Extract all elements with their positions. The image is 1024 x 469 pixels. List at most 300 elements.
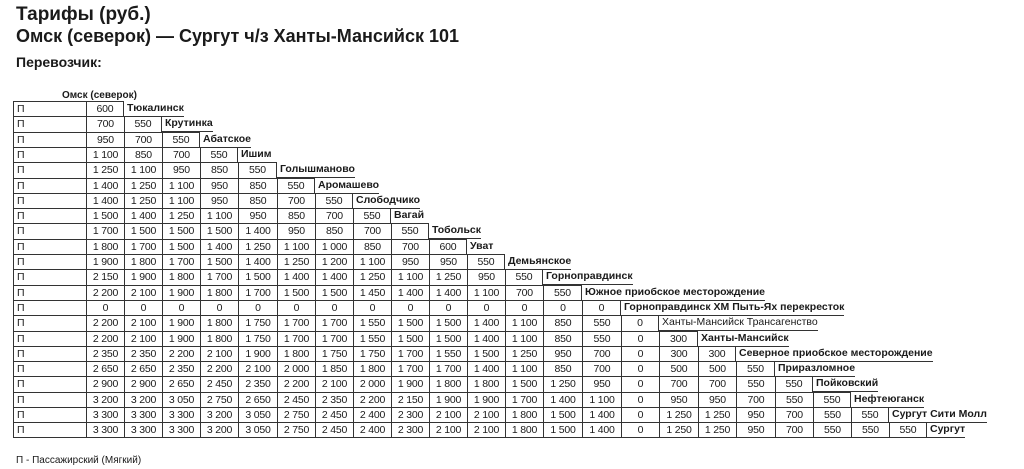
fare-cell: 0 — [86, 300, 124, 316]
fare-cell: 1 550 — [429, 346, 467, 362]
carriage-type-cell: П — [13, 116, 86, 132]
fare-cell: 1 100 — [505, 315, 543, 331]
fare-cell: 0 — [621, 331, 659, 347]
fare-cell: 0 — [505, 300, 543, 316]
fare-cell: 1 500 — [162, 239, 200, 255]
fare-cell: 1 500 — [86, 208, 124, 224]
fare-cell: 3 300 — [162, 422, 200, 438]
fare-cell: 2 350 — [238, 376, 277, 392]
carriage-type-cell: П — [13, 361, 86, 377]
fare-cell: 1 100 — [162, 178, 200, 194]
carriage-type-cell: П — [13, 223, 86, 239]
fare-cell: 3 050 — [162, 392, 200, 408]
fare-cell: 550 — [851, 422, 889, 438]
fare-cell: 1 700 — [315, 331, 353, 347]
fare-cell: 550 — [775, 392, 813, 408]
fare-cell: 1 800 — [86, 239, 124, 255]
fare-cell: 3 050 — [238, 407, 277, 423]
fare-cell: 550 — [736, 376, 775, 392]
carriage-type-cell: П — [13, 132, 86, 148]
fare-cell: 1 500 — [467, 346, 505, 362]
fare-cell: 0 — [621, 392, 659, 408]
fare-cell: 2 100 — [429, 422, 467, 438]
fare-cell: 1 700 — [277, 315, 315, 331]
fare-cell: 700 — [162, 147, 200, 163]
fare-cell: 700 — [86, 116, 124, 132]
fare-cell: 1 800 — [505, 422, 543, 438]
fare-cell: 850 — [277, 208, 315, 224]
fare-cell: 1 900 — [162, 331, 200, 347]
fare-cell: 550 — [124, 116, 162, 132]
fare-cell: 850 — [238, 178, 277, 194]
station-name: Сургут — [930, 423, 966, 435]
fare-cell: 950 — [200, 193, 238, 209]
fare-cell: 0 — [621, 361, 659, 377]
carriage-type-cell: П — [13, 269, 86, 285]
station-name: Приразломное — [778, 362, 856, 374]
fare-cell: 700 — [775, 422, 813, 438]
fare-cell: 0 — [200, 300, 238, 316]
fare-cell: 850 — [543, 331, 582, 347]
fare-cell: 550 — [467, 254, 505, 270]
carriage-type-cell: П — [13, 101, 86, 117]
carriage-type-cell: П — [13, 407, 86, 423]
fare-cell: 1 400 — [238, 223, 277, 239]
fare-cell: 1 250 — [543, 376, 582, 392]
fare-cell: 1 100 — [505, 331, 543, 347]
fare-cell: 1 900 — [162, 315, 200, 331]
fare-cell: 550 — [813, 422, 851, 438]
station-name: Северное приобское месторождение — [739, 347, 933, 359]
fare-cell: 0 — [467, 300, 505, 316]
fare-cell: 1 400 — [582, 422, 621, 438]
fare-cell: 1 250 — [124, 178, 162, 194]
fare-cell: 850 — [543, 361, 582, 377]
fare-cell: 2 150 — [391, 392, 429, 408]
fare-cell: 700 — [353, 223, 391, 239]
fare-cell: 1 400 — [467, 331, 505, 347]
fare-cell: 1 400 — [238, 254, 277, 270]
fare-cell: 1 550 — [353, 315, 391, 331]
carriage-type-cell: П — [13, 162, 86, 178]
fare-cell: 1 400 — [277, 269, 315, 285]
fare-cell: 0 — [162, 300, 200, 316]
fare-cell: 550 — [813, 392, 851, 408]
fare-cell: 2 000 — [277, 361, 315, 377]
fare-cell: 0 — [621, 346, 659, 362]
fare-cell: 1 750 — [315, 346, 353, 362]
fare-cell: 950 — [736, 407, 775, 423]
fare-cell: 550 — [200, 147, 238, 163]
fare-cell: 0 — [391, 300, 429, 316]
fare-cell: 0 — [621, 315, 659, 331]
fare-cell: 3 300 — [86, 422, 124, 438]
fare-cell: 300 — [659, 346, 698, 362]
fare-cell: 700 — [775, 407, 813, 423]
fare-cell: 950 — [736, 422, 775, 438]
fare-cell: 2 100 — [429, 407, 467, 423]
fare-cell: 1 500 — [200, 254, 238, 270]
fare-cell: 1 250 — [86, 162, 124, 178]
fare-cell: 2 750 — [200, 392, 238, 408]
station-name: Пойковский — [816, 377, 879, 389]
carriage-type-cell: П — [13, 315, 86, 331]
fare-cell: 1 250 — [353, 269, 391, 285]
fare-cell: 300 — [659, 331, 698, 347]
fare-cell: 1 850 — [315, 361, 353, 377]
fare-cell: 1 800 — [467, 376, 505, 392]
fare-cell: 700 — [659, 376, 698, 392]
carriage-type-cell: П — [13, 346, 86, 362]
fare-cell: 1 700 — [391, 346, 429, 362]
fare-cell: 550 — [162, 132, 200, 148]
station-name: Ишим — [241, 148, 272, 160]
fare-cell: 1 900 — [86, 254, 124, 270]
station-name: Тюкалинск — [127, 102, 184, 114]
fare-cell: 1 800 — [200, 315, 238, 331]
fare-cell: 700 — [505, 285, 543, 301]
fare-cell: 2 100 — [124, 331, 162, 347]
fare-cell: 700 — [277, 193, 315, 209]
carriage-type-cell: П — [13, 239, 86, 255]
fare-cell: 1 900 — [124, 269, 162, 285]
station-name: Абатское — [203, 133, 251, 145]
fare-cell: 1 500 — [124, 223, 162, 239]
fare-cell: 1 800 — [353, 361, 391, 377]
fare-cell: 2 300 — [391, 407, 429, 423]
fare-cell: 0 — [277, 300, 315, 316]
fare-cell: 1 400 — [200, 239, 238, 255]
fare-cell: 1 500 — [277, 285, 315, 301]
carriage-type-cell: П — [13, 254, 86, 270]
fare-cell: 2 900 — [86, 376, 124, 392]
station-name: Аромашево — [318, 179, 380, 191]
fare-cell: 2 750 — [277, 407, 315, 423]
carriage-type-cell: П — [13, 193, 86, 209]
fare-cell: 2 100 — [124, 315, 162, 331]
carriage-type-cell: П — [13, 300, 86, 316]
fare-cell: 1 700 — [200, 269, 238, 285]
fare-cell: 1 250 — [659, 407, 698, 423]
fare-cell: 1 900 — [162, 285, 200, 301]
fare-cell: 850 — [315, 223, 353, 239]
fare-cell: 1 500 — [543, 422, 582, 438]
fare-cell: 1 500 — [238, 269, 277, 285]
fare-cell: 1 400 — [86, 178, 124, 194]
fare-cell: 3 300 — [86, 407, 124, 423]
station-name: Южное приобское месторождение — [585, 286, 766, 298]
carriage-type-cell: П — [13, 422, 86, 438]
fare-cell: 3 200 — [124, 392, 162, 408]
carriage-type-cell: П — [13, 147, 86, 163]
fare-cell: 1 700 — [124, 239, 162, 255]
fare-cell: 1 100 — [582, 392, 621, 408]
fare-cell: 700 — [736, 392, 775, 408]
fare-cell: 550 — [543, 285, 582, 301]
fare-cell: 1 000 — [315, 239, 353, 255]
fare-cell: 2 750 — [277, 422, 315, 438]
carriage-type-cell: П — [13, 376, 86, 392]
fare-cell: 1 400 — [582, 407, 621, 423]
fare-cell: 550 — [277, 178, 315, 194]
fare-cell: 950 — [238, 208, 277, 224]
fare-cell: 550 — [238, 162, 277, 178]
fare-cell: 1 500 — [391, 331, 429, 347]
fare-cell: 1 700 — [162, 254, 200, 270]
fare-cell: 2 650 — [86, 361, 124, 377]
fare-cell: 1 800 — [505, 407, 543, 423]
fare-cell: 1 400 — [124, 208, 162, 224]
fare-cell: 550 — [813, 407, 851, 423]
fare-cell: 1 500 — [429, 331, 467, 347]
fare-cell: 850 — [238, 193, 277, 209]
fare-cell: 550 — [582, 331, 621, 347]
fare-cell: 1 900 — [467, 392, 505, 408]
fare-cell: 2 650 — [124, 361, 162, 377]
fare-cell: 700 — [315, 208, 353, 224]
fare-cell: 2 200 — [353, 392, 391, 408]
fare-cell: 950 — [543, 346, 582, 362]
fare-cell: 850 — [200, 162, 238, 178]
fare-cell: 1 800 — [200, 285, 238, 301]
fare-cell: 1 800 — [429, 376, 467, 392]
fare-cell: 1 100 — [162, 193, 200, 209]
fare-cell: 1 250 — [505, 346, 543, 362]
station-name: Голышманово — [280, 163, 355, 175]
fare-cell: 550 — [582, 315, 621, 331]
fare-cell: 2 150 — [86, 269, 124, 285]
fare-cell: 1 400 — [391, 285, 429, 301]
fare-cell: 0 — [621, 376, 659, 392]
fare-cell: 0 — [238, 300, 277, 316]
fare-cell: 2 300 — [391, 422, 429, 438]
carriage-type-cell: П — [13, 331, 86, 347]
station-name: Тобольск — [432, 224, 482, 236]
fare-cell: 2 400 — [353, 407, 391, 423]
fare-cell: 1 750 — [238, 331, 277, 347]
fare-cell: 550 — [889, 422, 927, 438]
fare-table — [13, 101, 1013, 437]
fare-cell: 1 700 — [429, 361, 467, 377]
station-name: Горноправдинск — [546, 270, 633, 282]
station-name: Уват — [470, 240, 494, 252]
fare-cell: 700 — [124, 132, 162, 148]
fare-cell: 2 450 — [277, 392, 315, 408]
fare-cell: 550 — [315, 193, 353, 209]
carriage-type-cell: П — [13, 392, 86, 408]
fare-cell: 2 000 — [353, 376, 391, 392]
fare-cell: 2 100 — [124, 285, 162, 301]
fare-cell: 1 250 — [659, 422, 698, 438]
fare-cell: 2 400 — [353, 422, 391, 438]
fare-cell: 950 — [86, 132, 124, 148]
carrier-label: Перевозчик: — [16, 54, 102, 70]
fare-cell: 1 100 — [505, 361, 543, 377]
station-name: Крутинка — [165, 117, 213, 129]
fare-cell: 0 — [621, 422, 659, 438]
fare-cell: 2 350 — [315, 392, 353, 408]
fare-cell: 700 — [391, 239, 429, 255]
fare-cell: 850 — [124, 147, 162, 163]
fare-cell: 1 750 — [353, 346, 391, 362]
fare-cell: 3 050 — [238, 422, 277, 438]
fare-cell: 0 — [124, 300, 162, 316]
fare-cell: 550 — [736, 361, 775, 377]
fare-cell: 2 100 — [238, 361, 277, 377]
fare-cell: 2 100 — [467, 422, 505, 438]
legend-note: П - Пассажирский (Мягкий) — [16, 455, 142, 466]
fare-cell: 600 — [429, 239, 467, 255]
fare-cell: 2 350 — [124, 346, 162, 362]
fare-cell: 1 400 — [467, 361, 505, 377]
fare-cell: 1 500 — [543, 407, 582, 423]
fare-cell: 1 800 — [162, 269, 200, 285]
fare-cell: 1 400 — [86, 193, 124, 209]
fare-cell: 700 — [582, 346, 621, 362]
fare-cell: 0 — [353, 300, 391, 316]
carriage-type-cell: П — [13, 178, 86, 194]
fare-cell: 950 — [429, 254, 467, 270]
fare-cell: 2 650 — [162, 376, 200, 392]
fare-cell: 3 200 — [200, 422, 238, 438]
fare-cell: 1 700 — [391, 361, 429, 377]
fare-cell: 950 — [162, 162, 200, 178]
fare-cell: 950 — [698, 392, 736, 408]
fare-cell: 1 100 — [86, 147, 124, 163]
fare-cell: 1 400 — [315, 269, 353, 285]
fare-cell: 1 400 — [543, 392, 582, 408]
fare-cell: 2 450 — [315, 407, 353, 423]
fare-cell: 1 250 — [698, 407, 736, 423]
fare-cell: 1 500 — [505, 376, 543, 392]
fare-cell: 1 800 — [277, 346, 315, 362]
fare-cell: 1 200 — [315, 254, 353, 270]
fare-cell: 2 200 — [86, 315, 124, 331]
fare-cell: 550 — [505, 269, 543, 285]
fare-cell: 1 800 — [124, 254, 162, 270]
station-name: Нефтеюганск — [854, 393, 925, 405]
fare-cell: 700 — [698, 376, 736, 392]
fare-cell: 2 200 — [162, 346, 200, 362]
fare-cell: 1 750 — [238, 315, 277, 331]
station-name: Сургут Сити Молл — [892, 408, 987, 420]
fare-cell: 2 100 — [200, 346, 238, 362]
fare-cell: 1 450 — [353, 285, 391, 301]
fare-cell: 2 100 — [315, 376, 353, 392]
fare-cell: 2 650 — [238, 392, 277, 408]
origin-station: Омск (северок) — [62, 90, 137, 101]
fare-cell: 3 300 — [162, 407, 200, 423]
fare-cell: 1 250 — [698, 422, 736, 438]
fare-cell: 850 — [353, 239, 391, 255]
fare-cell: 950 — [277, 223, 315, 239]
fare-cell: 2 200 — [200, 361, 238, 377]
station-underline — [927, 437, 965, 438]
route-title: Омск (северок) — Сургут ч/з Ханты-Мансийск 101 — [16, 26, 460, 46]
fare-cell: 1 700 — [277, 331, 315, 347]
fare-cell: 1 700 — [315, 315, 353, 331]
fare-cell: 1 900 — [429, 392, 467, 408]
fare-cell: 3 300 — [124, 407, 162, 423]
carriage-type-cell: П — [13, 285, 86, 301]
station-name: Горноправдинск ХМ Пыть-Ях перекресток — [624, 301, 845, 313]
fare-cell: 2 350 — [162, 361, 200, 377]
station-name: Слободчико — [356, 194, 421, 206]
fare-cell: 950 — [467, 269, 505, 285]
page-title: Тарифы (руб.) — [16, 4, 151, 25]
fare-cell: 1 100 — [353, 254, 391, 270]
fare-cell: 1 500 — [391, 315, 429, 331]
station-name: Ханты-Мансийск — [701, 332, 789, 344]
fare-cell: 950 — [582, 376, 621, 392]
fare-cell: 1 550 — [353, 331, 391, 347]
fare-cell: 1 400 — [429, 285, 467, 301]
fare-cell: 1 100 — [277, 239, 315, 255]
fare-cell: 3 300 — [124, 422, 162, 438]
fare-cell: 600 — [86, 101, 124, 117]
fare-cell: 2 200 — [277, 376, 315, 392]
fare-cell: 1 250 — [277, 254, 315, 270]
fare-cell: 0 — [315, 300, 353, 316]
fare-cell: 1 500 — [429, 315, 467, 331]
fare-cell: 1 250 — [162, 208, 200, 224]
fare-cell: 1 900 — [391, 376, 429, 392]
fare-cell: 1 250 — [124, 193, 162, 209]
fare-cell: 1 700 — [238, 285, 277, 301]
fare-cell: 2 350 — [86, 346, 124, 362]
fare-cell: 950 — [200, 178, 238, 194]
fare-cell: 1 100 — [124, 162, 162, 178]
fare-cell: 550 — [353, 208, 391, 224]
fare-cell: 1 500 — [315, 285, 353, 301]
fare-cell: 2 450 — [315, 422, 353, 438]
fare-cell: 950 — [659, 392, 698, 408]
fare-cell: 950 — [391, 254, 429, 270]
fare-cell: 1 250 — [238, 239, 277, 255]
fare-cell: 1 500 — [200, 223, 238, 239]
fare-cell: 0 — [429, 300, 467, 316]
carriage-type-cell: П — [13, 208, 86, 224]
fare-cell: 0 — [543, 300, 582, 316]
fare-cell: 1 700 — [505, 392, 543, 408]
fare-cell: 300 — [698, 346, 736, 362]
fare-cell: 1 700 — [86, 223, 124, 239]
fare-cell: 1 800 — [200, 331, 238, 347]
station-name: Ханты-Мансийск Трансагенство — [662, 316, 818, 328]
fare-cell: 2 200 — [86, 285, 124, 301]
fare-cell: 2 200 — [86, 331, 124, 347]
fare-cell: 2 450 — [200, 376, 238, 392]
fare-cell: 1 400 — [467, 315, 505, 331]
fare-cell: 0 — [582, 300, 621, 316]
fare-cell: 1 100 — [391, 269, 429, 285]
fare-cell: 500 — [698, 361, 736, 377]
station-name: Демьянское — [508, 255, 572, 267]
fare-cell: 1 250 — [429, 269, 467, 285]
station-name: Вагай — [394, 209, 425, 221]
fare-cell: 1 100 — [200, 208, 238, 224]
fare-cell: 0 — [621, 407, 659, 423]
fare-cell: 2 900 — [124, 376, 162, 392]
fare-cell: 1 900 — [238, 346, 277, 362]
fare-cell: 3 200 — [86, 392, 124, 408]
fare-cell: 3 200 — [200, 407, 238, 423]
fare-cell: 500 — [659, 361, 698, 377]
fare-cell: 1 500 — [162, 223, 200, 239]
fare-cell: 2 100 — [467, 407, 505, 423]
fare-cell: 1 100 — [467, 285, 505, 301]
fare-cell: 850 — [543, 315, 582, 331]
